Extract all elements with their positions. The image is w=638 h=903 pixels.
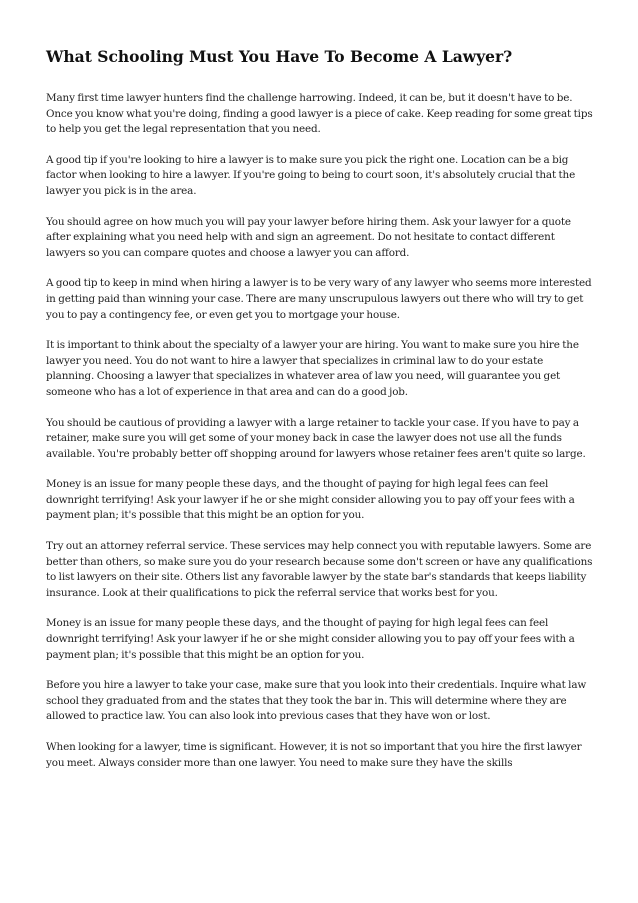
paragraph: It is important to think about the specialty of a lawyer your are hiring. You want to make sure you hire the lawyer you need. You do not want to hire a lawyer that specializes in criminal law to do your estate planning. Choosing a lawyer that specializes in whatever area of law you need, will guarantee you get someone who has a lot of experience in that area and can do a good job. xyxy=(46,339,579,398)
paragraph: When looking for a lawyer, time is significant. However, it is not so important that you hire the first lawyer you meet. Always consider more than one lawyer. You need to make sure they have the skills xyxy=(46,741,582,769)
paragraph: Try out an attorney referral service. These services may help connect you with reputable lawyers. Some are better than others, so make sure you do your research because some don't screen or have any qualifications to list lawyers on their site. Others list any favorable lawyer by the state bar's standards that keeps liability insurance. Look at their qualifications to pick the referral service that works best for you. xyxy=(46,540,593,599)
paragraph: Many first time lawyer hunters find the challenge harrowing. Indeed, it can be, but it doesn't have to be. Once you know what you're doing, finding a good lawyer is a piece of cake. Keep reading for some great tips to help you get the legal representation that you need. xyxy=(46,92,593,136)
paragraph: Before you hire a lawyer to take your case, make sure that you look into their credentials. Inquire what law school they graduated from and the states that they took the bar in. This will determine where they are allowed to practice law. You can also look into previous cases that they have won or lost. xyxy=(46,679,587,723)
paragraph: You should be cautious of providing a lawyer with a large retainer to tackle your case. If you have to pay a retainer, make sure you will get some of your money back in case the lawyer does not use all the funds available. You're probably better off shopping around for lawyers whose retainer fees aren't quite so large. xyxy=(46,416,586,460)
paragraph: Money is an issue for many people these days, and the thought of paying for high legal fees can feel downright terrifying! Ask your lawyer if he or she might consider allowing you to pay off your fees with a payment plan; it's possible that this might be an option for you. xyxy=(46,617,575,661)
paragraph: A good tip to keep in mind when hiring a lawyer is to be very wary of any lawyer who seems more interested in getting paid than winning your case. There are many unscrupulous lawyers out there who will try to get you to pay a contingency fee, or even get you to mortgage your house. xyxy=(46,277,592,321)
document-title: What Schooling Must You Have To Become A Lawyer? xyxy=(46,47,513,66)
paragraph: You should agree on how much you will pay your lawyer before hiring them. Ask your lawyer for a quote after explaining what you need help with and sign an agreement. Do not hesitate to contact different lawyers so you can compare quotes and choose a lawyer you can afford. xyxy=(46,215,571,259)
paragraph: A good tip if you're looking to hire a lawyer is to make sure you pick the right one. Location can be a big factor when looking to hire a lawyer. If you're going to being to court soon, it's absolutely crucial that the lawyer you pick is in the area. xyxy=(46,153,576,197)
document-page xyxy=(46,46,593,786)
paragraph: Money is an issue for many people these days, and the thought of paying for high legal fees can feel downright terrifying! Ask your lawyer if he or she might consider allowing you to pay off your fees with a payment plan; it's possible that this might be an option for you. xyxy=(46,478,575,522)
